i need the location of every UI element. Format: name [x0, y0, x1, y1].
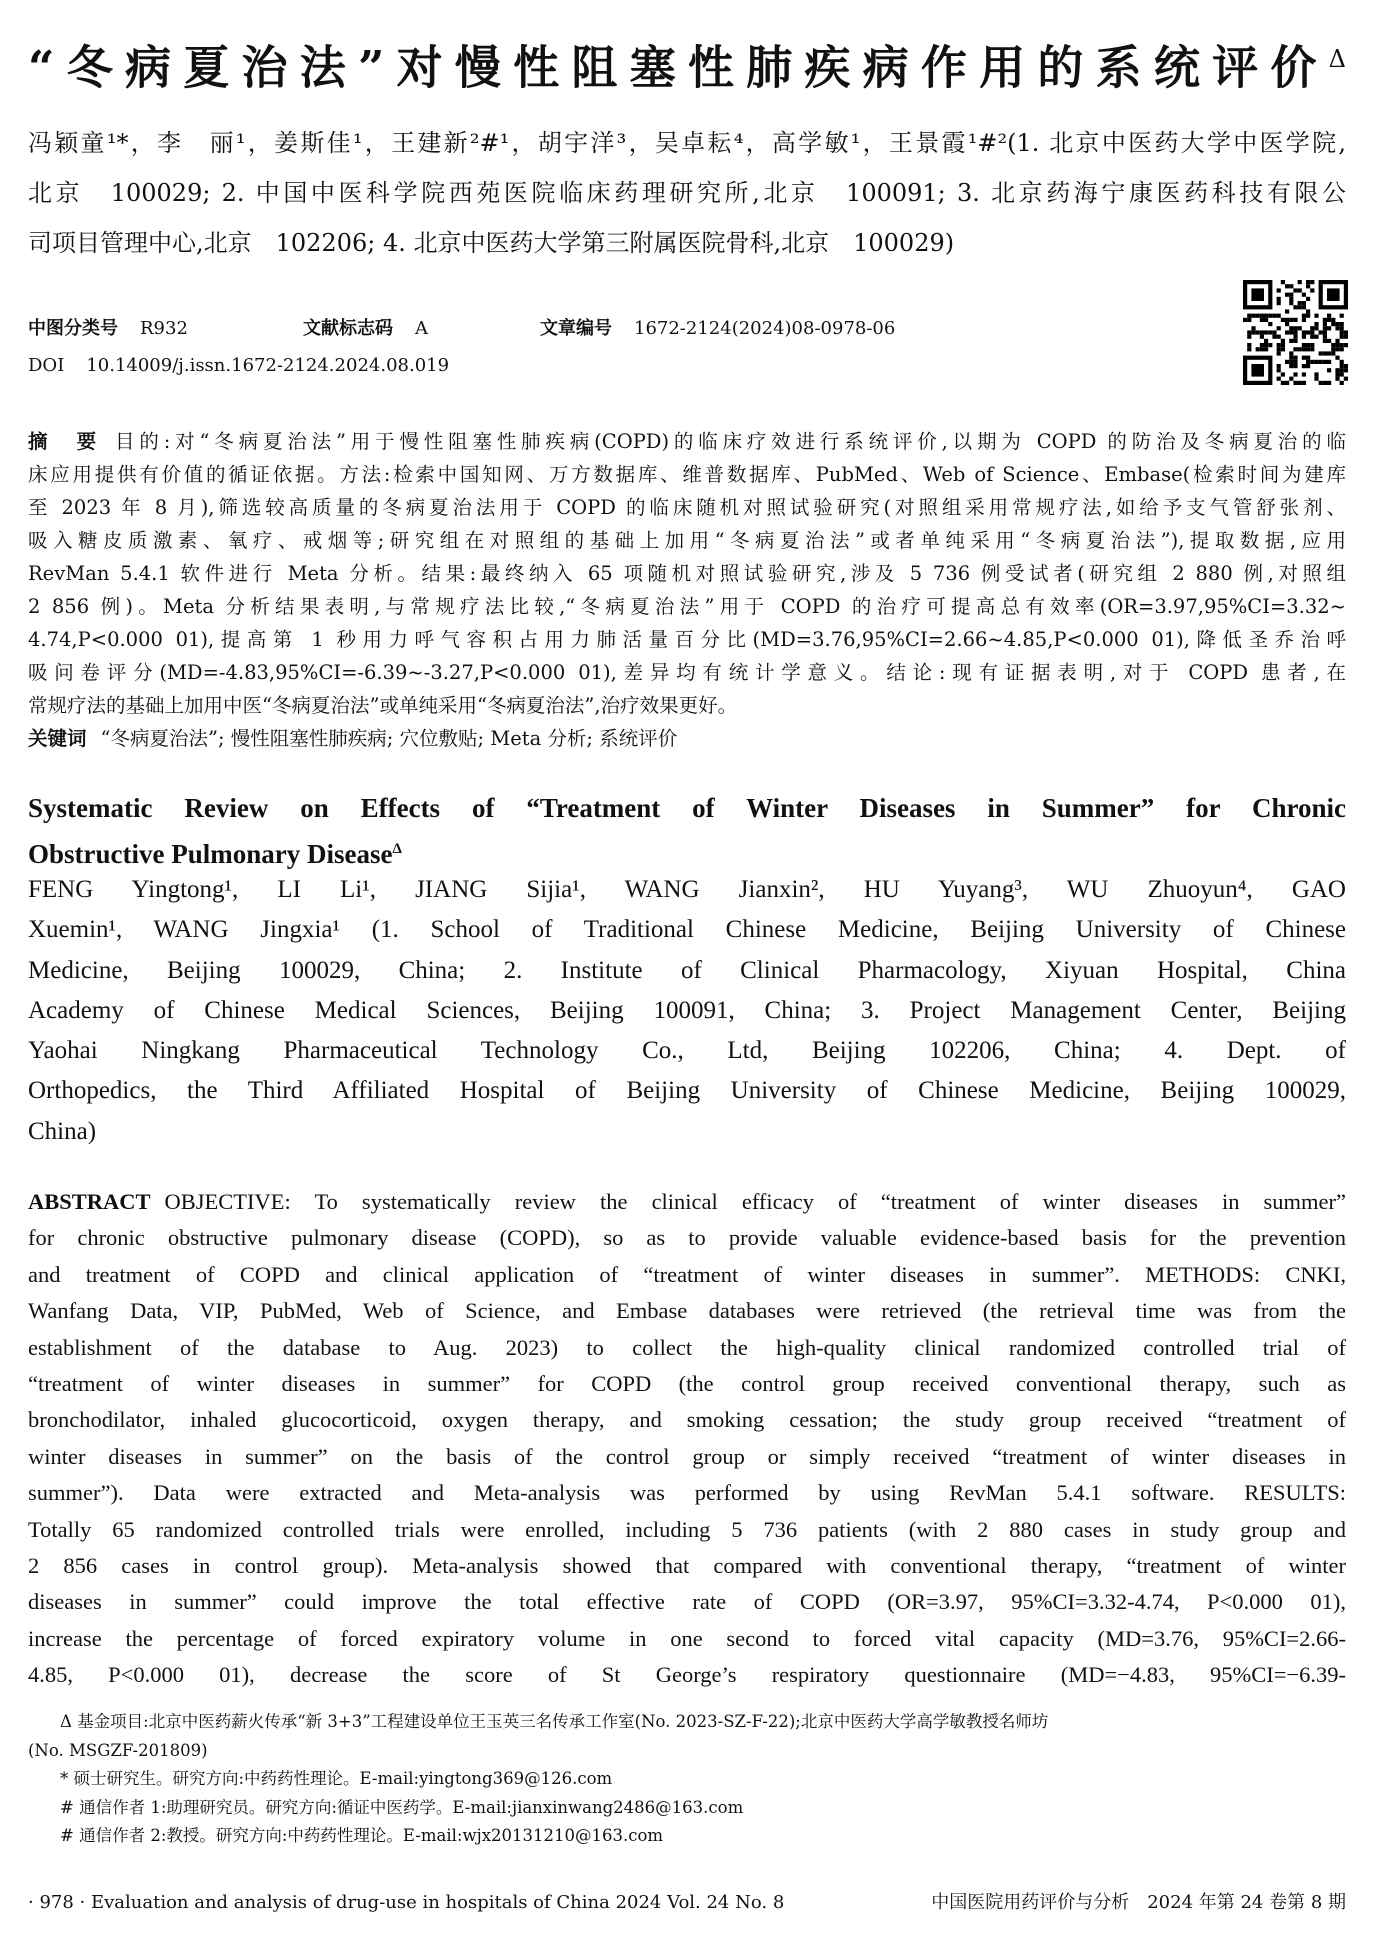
doi-value[interactable]: 10.14009/j.issn.1672-2124.2024.08.019: [86, 355, 450, 376]
clc-label: 中图分类号: [28, 318, 118, 339]
keywords-line: [28, 722, 1346, 755]
english-abstract: [28, 1184, 1346, 1693]
title-fund-mark: Δ: [1328, 45, 1346, 73]
abstract-line: 吸入糖皮质激素、氧疗、戒烟等;研究组在对照组的基础上加用“冬病夏治法”或者单纯采用“冬病夏治法”),提取数据,应用: [28, 529, 1346, 552]
abstract-line: for chronic obstructive pulmonary disease (COPD), so as to provide valuable evidence-based basis for the prevention: [28, 1225, 1346, 1251]
abstract-line: 2 856 例)。Meta 分析结果表明,与常规疗法比较,“冬病夏治法”用于 COPD 的治疗可提高总有效率(OR=3.97,95%CI=3.32~: [28, 595, 1346, 618]
doi-label: DOI: [28, 355, 65, 376]
abstract-line: “treatment of winter diseases in summer” for COPD (the control group received conventional therapy, such as: [28, 1370, 1346, 1396]
author-line: FENG Yingtong¹, LI Li¹, JIANG Sijia¹, WANG Jianxin², HU Yuyang³, WU Zhuoyun⁴, GAO: [28, 876, 1346, 903]
abstract-line: diseases in summer” could improve the total effective rate of COPD (OR=3.97, 95%CI=3.32-4.74, P<0.000 01),: [28, 1589, 1346, 1615]
author-line: Orthopedics, the Third Affiliated Hospital of Beijing University of Chinese Medicine, Beijing 100029,: [28, 1077, 1346, 1105]
footnote-funding: Δ 基金项目:北京中医药薪火传承“新 3+3”工程建设单位王玉英三名传承工作室(No. 2023-SZ-F-22);北京中医药大学高学敏教授名师坊: [60, 1712, 1049, 1731]
abstract-line: RevMan 5.4.1 软件进行 Meta 分析。结果:最终纳入 65 项随机对照试验研究,涉及 5 736 例受试者(研究组 2 880 例,对照组: [28, 562, 1346, 585]
keywords-label: 关键词: [28, 727, 87, 750]
abstract-line: and treatment of COPD and clinical application of “treatment of winter diseases in summer”. METHODS: CNKI,: [28, 1261, 1346, 1287]
abstract-label: 摘 要: [28, 430, 102, 453]
article-number-label: 文章编号: [540, 318, 612, 339]
abstract-line: 2 856 cases in control group). Meta-analysis showed that compared with conventional therapy, “treatment of winter: [28, 1552, 1346, 1578]
author-line: 司项目管理中心,北京 102206; 4. 北京中医药大学第三附属医院骨科,北京 100029): [28, 229, 955, 257]
english-authors: [28, 870, 1346, 1152]
footnote-corresponding-2: # 通信作者 2:教授。研究方向:中药药性理论。E-mail:wjx20131210@163.com: [60, 1826, 664, 1846]
author-line: Xuemin¹, WANG Jingxia¹ (1. School of Traditional Chinese Medicine, Beijing University of Chinese: [28, 916, 1346, 944]
abstract-line: 至 2023 年 8 月),筛选较高质量的冬病夏治法用于 COPD 的临床随机对照试验研究(对照组采用常规疗法,如给予支气管舒张剂、: [28, 496, 1346, 519]
abstract-line: winter diseases in summer” on the basis of the control group or simply received “treatment of winter diseases in: [28, 1443, 1346, 1469]
abstract-line: establishment of the database to Aug. 2023) to collect the high-quality clinical randomized controlled trial of: [28, 1334, 1346, 1360]
abstract-line: 常规疗法的基础上加用中医“冬病夏治法”或单纯采用“冬病夏治法”,治疗效果更好。: [28, 694, 738, 717]
abstract-line: increase the percentage of forced expiratory volume in one second to forced vital capacity (MD=3.76, 95%CI=2.66-: [28, 1625, 1346, 1651]
article-number-value: 1672-2124(2024)08-0978-06: [634, 318, 896, 339]
qr-code-icon: [1243, 280, 1348, 385]
doc-code-label: 文献标志码: [303, 318, 393, 339]
doc-code-value: A: [415, 318, 428, 339]
abstract-line: OBJECTIVE: To systematically review the clinical efficacy of “treatment of winter diseases in summer”: [164, 1189, 1346, 1214]
author-line: Yaohai Ningkang Pharmaceutical Technology Co., Ltd, Beijing 102206, China; 4. Dept. of: [28, 1037, 1346, 1065]
doi-line: [28, 353, 449, 379]
author-line: 北京 100029; 2. 中国中医科学院西苑医院临床药理研究所,北京 100091; 3. 北京药海宁康医药科技有限公: [28, 179, 1346, 207]
footer-journal-en: · 978 · Evaluation and analysis of drug-use in hospitals of China 2024 Vol. 24 No. 8: [28, 1892, 785, 1913]
title-text: “冬病夏治法”对慢性阻塞性肺疾病作用的系统评价: [28, 40, 1329, 92]
author-line: 冯颖童¹*，李 丽¹，姜斯佳¹，王建新²#¹，胡宇洋³，吴卓耘⁴，高学敏¹，王景霞¹#²(1. 北京中医药大学中医学院,: [28, 129, 1346, 157]
chinese-authors: [28, 118, 1346, 268]
abstract-line: 4.85, P<0.000 01), decrease the score of St George’s respiratory questionnaire (MD=−4.83, 95%CI=−6.39-: [28, 1662, 1346, 1688]
footnote-corresponding-1: # 通信作者 1:助理研究员。研究方向:循证中医药学。E-mail:jianxinwang2486@163.com: [60, 1797, 744, 1817]
abstract-line: Wanfang Data, VIP, PubMed, Web of Science, and Embase databases were retrieved (the retrieval time was from the: [28, 1298, 1346, 1324]
abstract-line: 4.74,P<0.000 01),提高第 1 秒用力呼气容积占用力肺活量百分比(MD=3.76,95%CI=2.66~4.85,P<0.000 01),降低圣乔治呼: [28, 628, 1346, 651]
title-fund-mark: Δ: [392, 841, 402, 857]
author-line: Academy of Chinese Medical Sciences, Beijing 100091, China; 3. Project Management Center, Beijing: [28, 996, 1346, 1024]
title-line: Obstructive Pulmonary Disease: [28, 839, 393, 869]
abstract-line: summer”). Data were extracted and Meta-analysis was performed by using RevMan 5.4.1 software. RESULTS:: [28, 1480, 1346, 1506]
clc-value: R932: [140, 318, 188, 339]
abstract-line: 吸问卷评分(MD=-4.83,95%CI=-6.39~-3.27,P<0.000 01),差异均有统计学意义。结论:现有证据表明,对于 COPD 患者,在: [28, 661, 1346, 684]
footnotes: [28, 1708, 1346, 1851]
abstract-line: 床应用提供有价值的循证依据。方法:检索中国知网、万方数据库、维普数据库、PubMed、Web of Science、Embase(检索时间为建库: [28, 463, 1346, 486]
chinese-abstract: [28, 425, 1346, 755]
abstract-line: bronchodilator, inhaled glucocorticoid, oxygen therapy, and smoking cessation; the study group received “treatment of: [28, 1407, 1346, 1433]
keywords: “冬病夏治法”; 慢性阻塞性肺疾病; 穴位敷贴; Meta 分析; 系统评价: [100, 727, 678, 750]
abstract-label: ABSTRACT: [28, 1189, 151, 1214]
title-line: Systematic Review on Effects of “Treatment of Winter Diseases in Summer” for Chronic: [28, 793, 1346, 823]
abstract-line: 目的:对“冬病夏治法”用于慢性阻塞性肺疾病(COPD)的临床疗效进行系统评价,以期为 COPD 的防治及冬病夏治的临: [115, 430, 1346, 453]
footer-journal-cn: 中国医院用药评价与分析 2024 年第 24 卷第 8 期: [931, 1892, 1346, 1913]
footnote-funding-cont: (No. MSGZF-201809): [28, 1740, 208, 1760]
author-line: Medicine, Beijing 100029, China; 2. Institute of Clinical Pharmacology, Xiyuan Hospital, China: [28, 956, 1346, 984]
english-title: [28, 788, 1346, 870]
author-line: China): [28, 1117, 97, 1145]
article-title: [28, 26, 1346, 92]
footnote-first-author: * 硕士研究生。研究方向:中药药性理论。E-mail:yingtong369@126.com: [60, 1769, 613, 1789]
abstract-line: Totally 65 randomized controlled trials were enrolled, including 5 736 patients (with 2 880 cases in study group and: [28, 1516, 1346, 1542]
page-footer: [28, 1889, 1346, 1917]
